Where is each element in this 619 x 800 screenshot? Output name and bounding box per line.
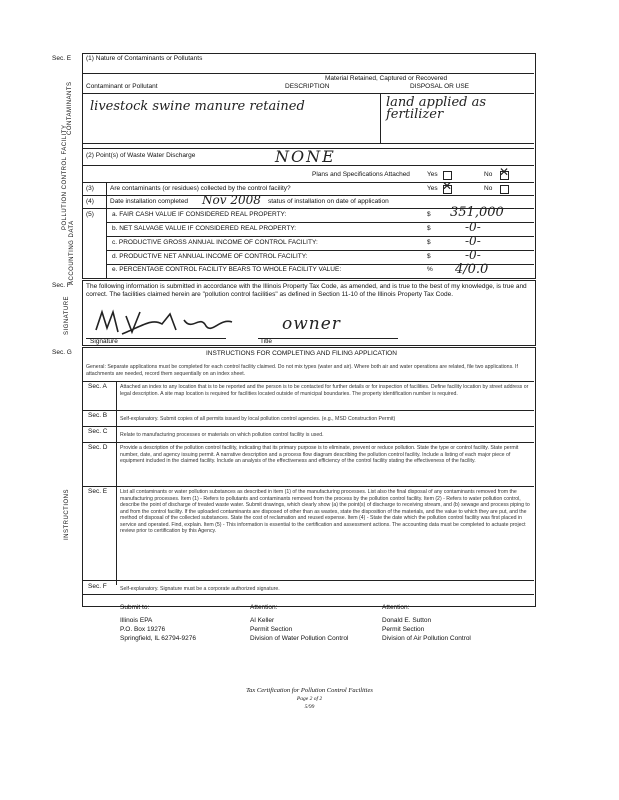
instr-text-c: Relate to manufacturing processes or materials on which pollution control facility is used. [120, 432, 324, 438]
addr1-line2: P.O. Box 19276 [120, 626, 166, 633]
col-disposal: DISPOSAL OR USE [410, 83, 469, 90]
item-1-label: (1) Nature of Contaminants or Pollutants [86, 55, 203, 62]
instr-label-d: Sec. D [88, 444, 108, 451]
instr-label-f: Sec. F [88, 583, 107, 590]
row-5a-value[interactable]: 351,000 [450, 205, 504, 220]
row-5c-value[interactable]: -0- [465, 234, 481, 248]
col-description: DESCRIPTION [285, 83, 330, 90]
row-3-text: Are contaminants (or residues) collected by the control facility? [110, 185, 291, 192]
addr2-line1: Al Keller [250, 617, 275, 624]
item-2-label: (2) Point(s) of Waste Water Discharge [86, 152, 196, 159]
sec-g-general: General: Separate applications must be completed for each control facility claimed. Do not mix types (water and air). Where both air and water operations are related, file two applications. If attachments are needed, record them sequentially on an index sheet. [86, 364, 518, 377]
disposal-handwritten[interactable]: land applied as fertilizer [386, 95, 487, 122]
row-3-no-label: No [484, 185, 493, 192]
row-3-yes-label: Yes [427, 185, 438, 192]
row-4-text-2: status of installation on date of application [268, 198, 389, 205]
row-3-yes-check-mark: ✕ [442, 179, 453, 193]
sec-e-side-label-contaminants: CONTAMINANTS [67, 81, 73, 135]
sec-f-side-label: SIGNATURE [64, 295, 70, 335]
plans-label: Plans and Specifications Attached [312, 171, 410, 178]
attention-label-2: Attention: [382, 604, 410, 611]
plans-yes-label: Yes [427, 171, 438, 178]
sec-f-text: The following information is submitted in accordance with the Illinois Property Tax Code, as amended, and is true to the best of my knowledge, is true and correct. The facilities claimed herein are "pollution control facilities" as defined in Section 11-10 of the Illinois Property Tax Code. [86, 283, 527, 298]
row-5d-dollar: $ [427, 253, 431, 260]
addr1-line3: Springfield, IL 62794-9276 [120, 635, 197, 642]
plans-no-label: No [484, 171, 493, 178]
row-5b-value[interactable]: -0- [465, 220, 481, 234]
instr-label-c: Sec. C [88, 428, 108, 435]
footer-title: Tax Certification for Pollution Control Facilities [246, 687, 373, 694]
signature-label: Signature [90, 338, 118, 345]
instr-label-a: Sec. A [88, 383, 107, 390]
row-5c-dollar: $ [427, 239, 431, 246]
sec-g-label: Sec. G [52, 349, 72, 356]
instr-text-e: List all contaminants or water pollution substances as described in item (1) of the manufacturing processes. List also the final disposal of any contaminants removed from the manufacturing processes. Item (1) - Refers to pollutants and contaminants removed from the process by the pollution control facility. Item (2) - Refers to water pollution control, describe the point of discharge of treated waste water. Submit drawings, which clearly show (a) the point(s) of discharge to receiving stream, and (b) sewage and process piping to and from the control facility. If the uploaded contaminants are disposed of other than as wastes, state the disposition of the materials, and the value to which they are put, and the method of disposal of the collected substances. State the cost of reclamation and reused expense. Item (4) - State the date which the pollution control facility was first placed in service and operated. Find, explain. Item (5) - This information is essential to the certification and assessment actions. The accounting data must be completed to actuate project review prior to certification by this Agency. [120, 489, 530, 534]
discharge-handwritten[interactable]: NONE [275, 147, 336, 166]
addr2-line3: Division of Water Pollution Control [250, 635, 349, 642]
addr3-line1: Donald E. Sutton [382, 617, 432, 624]
row-3-no-checkbox[interactable] [500, 185, 509, 194]
row-5a-text: a. FAIR CASH VALUE IF CONSIDERED REAL PROPERTY: [112, 211, 287, 218]
row-5b-dollar: $ [427, 225, 431, 232]
instr-text-b: Self-explanatory. Submit copies of all permits issued by local pollution control agencies. (e.g., MSD Construction Permit) [120, 416, 396, 422]
row-5c-text: c. PRODUCTIVE GROSS ANNUAL INCOME OF CONTROL FACILITY: [112, 239, 318, 246]
row-5e-value[interactable]: 4/0.0 [455, 262, 489, 277]
addr2-line2: Permit Section [250, 626, 293, 633]
row-5e-percent: % [427, 266, 433, 273]
instr-text-d: Provide a description of the pollution control facility, indicating that its primary purpose is to eliminate, prevent or reduce pollution. State the type or control facility. State permit number, date, and agency issuing permit. A narrative description and a process flow diagram describing the pollution control facility. Include a listing of each major piece of equipment included in the claimed facility. Include an analysis of the effectiveness and efficiency of the control facility stating the effectiveness of the facility. [120, 445, 519, 464]
row-5-num: (5) [86, 211, 94, 218]
instr-label-e: Sec. E [88, 488, 108, 495]
material-header: Material Retained, Captured or Recovered [325, 75, 448, 82]
row-4-text: Date installation completed [110, 198, 189, 205]
col-contaminant: Contaminant or Pollutant [86, 83, 158, 90]
signature-handwritten[interactable] [92, 306, 242, 340]
sec-e-label: Sec. E [52, 55, 72, 62]
row-4-num: (4) [86, 198, 94, 205]
footer-page: Page 2 of 2 [296, 696, 323, 702]
title-handwritten[interactable]: owner [282, 314, 341, 334]
row-5b-text: b. NET SALVAGE VALUE IF CONSIDERED REAL PROPERTY: [112, 225, 297, 232]
footer-date: 5/99 [304, 704, 315, 710]
addr3-line2: Permit Section [382, 626, 425, 633]
row-5d-text: d. PRODUCTIVE NET ANNUAL INCOME OF CONTROL FACILITY: [112, 253, 308, 260]
instr-text-a: Attached an index to any location that is to be reported and the person is to be contacted for further details or for inspection of facilities. Define facility location by street address or legal description. A site map location is required for facilities located outside of municipal boundaries. The property identification number is required. [120, 384, 529, 397]
sec-g-heading: INSTRUCTIONS FOR COMPLETING AND FILING APPLICATION [206, 350, 397, 357]
contaminant-handwritten[interactable]: livestock swine manure retained [90, 99, 305, 114]
sec-f-label: Sec. F [52, 282, 71, 289]
sec-e-side-label-accounting: ACCOUNTING DATA [69, 220, 75, 285]
addr1-line1: Illinois EPA [120, 617, 153, 624]
addr3-line3: Division of Air Pollution Control [382, 635, 471, 642]
sec-g-side-label: INSTRUCTIONS [64, 489, 70, 540]
sec-e-side-label-facility: POLLUTION CONTROL FACILITY [62, 124, 68, 230]
instr-label-b: Sec. B [88, 412, 108, 419]
row-5e-text: e. PERCENTAGE CONTROL FACILITY BEARS TO WHOLE FACILITY VALUE: [112, 266, 342, 273]
instr-text-f: Self-explanatory. Signature must be a corporate authorized signature. [120, 586, 280, 592]
row-3-num: (3) [86, 185, 94, 192]
attention-label-1: Attention: [250, 604, 278, 611]
plans-no-check-mark: ✕ [499, 165, 510, 179]
row-5d-value[interactable]: -0- [465, 248, 481, 262]
row-5a-dollar: $ [427, 211, 431, 218]
title-label: Title [260, 338, 273, 345]
submit-to-label: Submit to: [120, 604, 150, 611]
date-completed-handwritten[interactable]: Nov 2008 [202, 193, 261, 207]
